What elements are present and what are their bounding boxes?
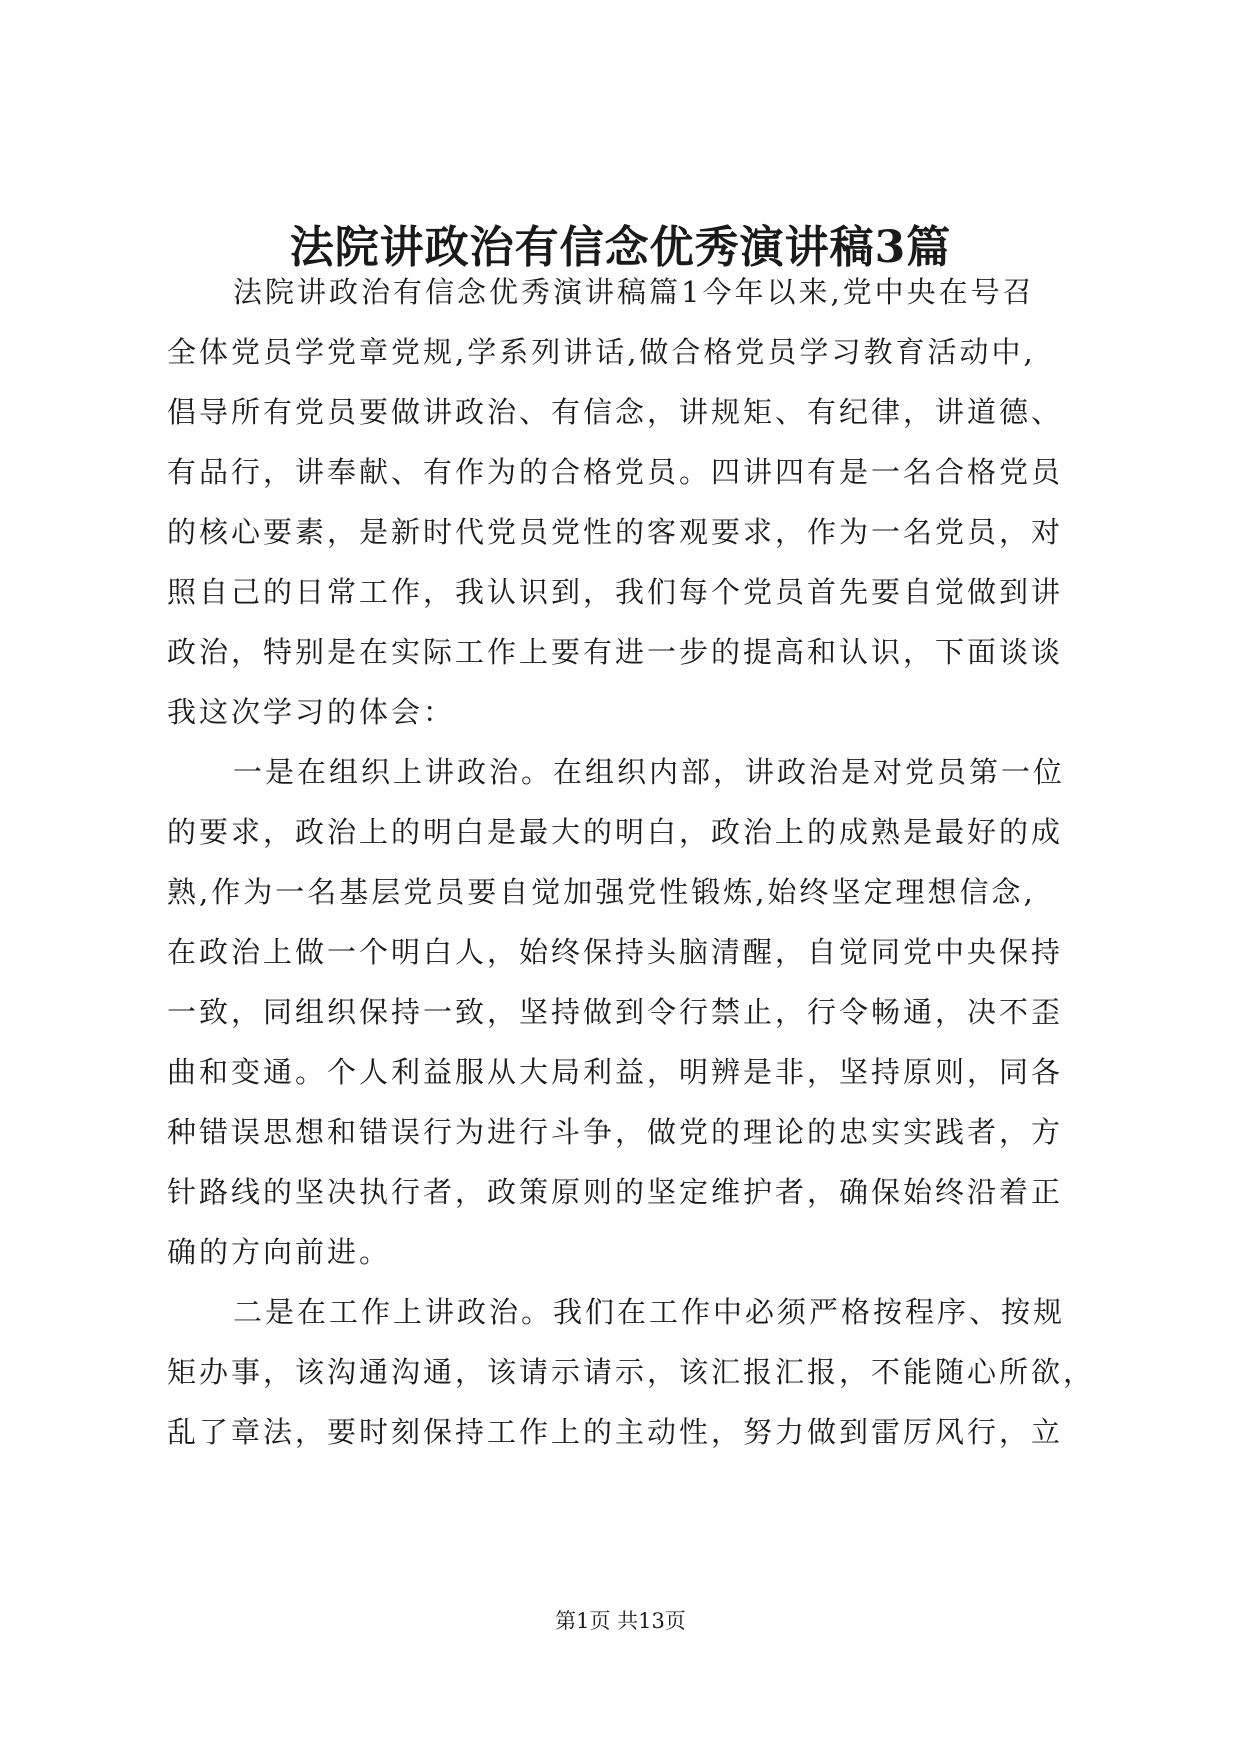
page-footer: 第1页 共13页: [555, 1609, 686, 1633]
text-line: 法院讲政治有信念优秀演讲稿篇1今年以来,党中央在号召: [233, 275, 1035, 309]
text-line: 照自己的日常工作，我认识到，我们每个党员首先要自觉做到讲: [167, 575, 1064, 609]
text-line: 确的方向前进。: [167, 1235, 392, 1269]
text-line: 在政治上做一个明白人，始终保持头脑清醒，自觉同党中央保持: [167, 935, 1064, 969]
document-body: [167, 262, 1096, 1462]
text-line: 针路线的坚决执行者，政策原则的坚定维护者，确保始终沿着正: [167, 1175, 1064, 1209]
text-line: 我这次学习的体会：: [167, 695, 456, 729]
text-line: 种错误思想和错误行为进行斗争，做党的理论的忠实实践者，方: [167, 1115, 1064, 1149]
text-line: 倡导所有党员要做讲政治、有信念，讲规矩、有纪律，讲道德、: [167, 395, 1064, 429]
text-line: 矩办事，该沟通沟通，该请示请示，该汇报汇报，不能随心所欲，: [167, 1355, 1096, 1389]
text-line: 全体党员学党章党规,学系列讲话,做合格党员学习教育活动中,: [167, 335, 1036, 369]
text-line: 有品行，讲奉献、有作为的合格党员。四讲四有是一名合格党员: [167, 455, 1064, 489]
text-line: 一致，同组织保持一致，坚持做到令行禁止，行令畅通，决不歪: [167, 995, 1064, 1029]
text-line: 政治，特别是在实际工作上要有进一步的提高和认识，下面谈谈: [167, 635, 1064, 669]
text-line: 的核心要素，是新时代党员党性的客观要求，作为一名党员，对: [167, 515, 1064, 549]
text-line: 熟,作为一名基层党员要自觉加强党性锻炼,始终坚定理想信念,: [167, 875, 1036, 909]
text-line: 乱了章法，要时刻保持工作上的主动性，努力做到雷厉风行，立: [167, 1415, 1064, 1449]
paragraph-1: [167, 262, 1067, 742]
text-line: 二是在工作上讲政治。我们在工作中必须严格按程序、按规: [233, 1295, 1066, 1329]
paragraph-3: [167, 1282, 1096, 1462]
text-line: 曲和变通。个人利益服从大局利益，明辨是非，坚持原则，同各: [167, 1055, 1064, 1089]
paragraph-2: [167, 742, 1067, 1282]
text-line: 的要求，政治上的明白是最大的明白，政治上的成熟是最好的成: [167, 815, 1064, 849]
text-line: 一是在组织上讲政治。在组织内部，讲政治是对党员第一位: [233, 755, 1066, 789]
document-title: 法院讲政治有信念优秀演讲稿3篇: [289, 222, 952, 273]
